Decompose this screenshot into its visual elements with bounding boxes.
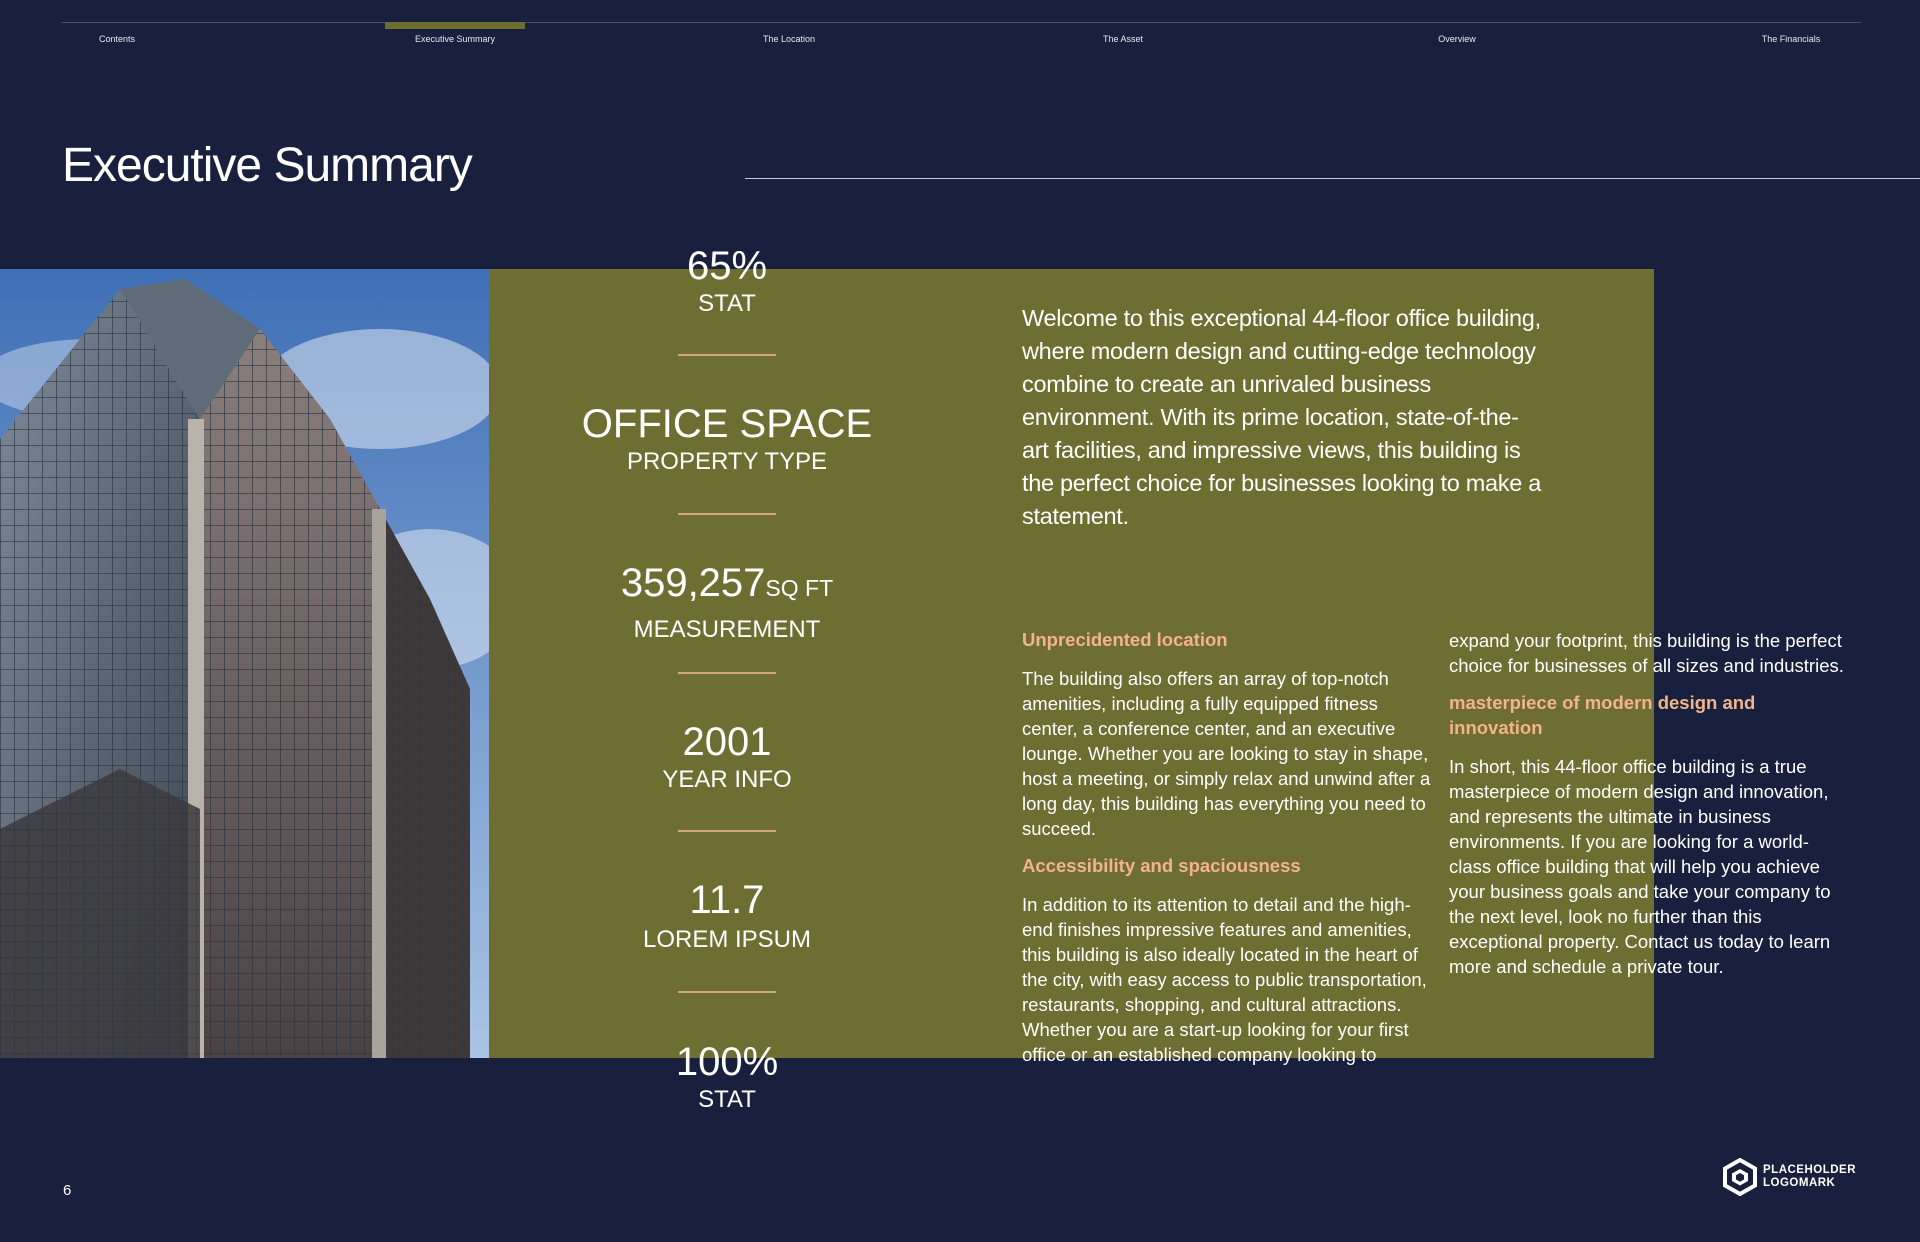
nav-active-indicator [385,22,525,29]
section-body-continued: expand your footprint, this building is the perfect choice for businesses of all sizes and industries. [1449,630,1844,676]
title-rule [745,178,1920,179]
nav-item-contents[interactable]: Contents [98,34,136,44]
stat-1 [577,244,877,318]
stat-label: YEAR INFO [662,766,792,793]
stat-divider [678,354,776,356]
logo-line-1: PLACEHOLDER [1763,1164,1857,1176]
stat-4 [577,720,877,794]
stat-value: 100% [675,1040,779,1084]
stat-2 [577,402,877,476]
stat-label: PROPERTY TYPE [626,448,828,475]
stat-value: OFFICE SPACE [581,402,873,446]
section-heading-location: Unprecidented location [1022,629,1228,650]
stat-3 [577,561,877,644]
logo-text [1763,1164,1856,1190]
stat-number: 359,257 [620,561,766,605]
logo-line-2: LOGOMARK [1763,1177,1836,1189]
body-column-right [1449,628,1849,991]
stat-divider [678,830,776,832]
nav-item-the-asset[interactable]: The Asset [1102,34,1144,44]
stat-label: MEASUREMENT [633,616,821,643]
stat-value: 11.7 [689,878,765,922]
nav-item-the-financials[interactable]: The Financials [1761,34,1821,44]
stat-divider [678,513,776,515]
stat-value [577,561,877,610]
stat-6 [577,1040,877,1114]
nav-rule [62,22,1861,23]
stat-value: 2001 [682,720,772,764]
section-body-location: The building also offers an array of top-notch amenities, including a fully equipped fitness center, a conference center, and an executive lounge. Whether you are looking to stay in shape, host a meeting, or simply relax and unwind after a long day, this building has everything you need to succeed. [1022,668,1431,839]
stat-label: LOREM IPSUM [642,926,812,953]
page-title: Executive Summary [62,139,472,192]
stat-unit: SQ FT [765,575,834,601]
nav-item-executive-summary[interactable]: Executive Summary [414,34,496,44]
section-heading-masterpiece: masterpiece of modern design and innovation [1449,692,1756,738]
logo [1723,1158,1856,1196]
stat-value: 65% [686,244,768,288]
nav-item-the-location[interactable]: The Location [762,34,816,44]
section-body-masterpiece: In short, this 44-floor office building is a true masterpiece of modern design and innovation, and represents the ultimate in business environments. If you are looking for a world-class office building that will help you achieve your business goals and take your company to the next level, look no further than this exceptional property. Contact us today to learn more and schedule a private tour. [1449,756,1831,977]
intro-paragraph: Welcome to this exceptional 44-floor office building, where modern design and cutting-edge technology combine to create an unrivaled business environment. With its prime location, state-of-the-art facilities, and impressive views, this building is the perfect choice for businesses looking to make a statement. [1022,305,1541,529]
stat-label: STAT [698,290,756,317]
logo-hexagon-icon [1723,1158,1757,1196]
section-heading-accessibility: Accessibility and spaciousness [1022,855,1301,876]
page-number: 6 [63,1182,72,1199]
nav-item-overview[interactable]: Overview [1438,34,1476,44]
section-body-accessibility: In addition to its attention to detail and the high-end finishes impressive features and amenities, this building is also ideally located in the heart of the city, with easy access to public transportation, restaurants, shopping, and cultural attractions. Whether you are a start-up looking for your first office or an established company looking to [1022,894,1427,1065]
stat-divider [678,672,776,674]
stat-5 [577,878,877,954]
stat-divider [678,991,776,993]
body-column-left [1022,627,1434,1079]
building-photo [0,269,489,1058]
stat-label: STAT [698,1086,756,1113]
